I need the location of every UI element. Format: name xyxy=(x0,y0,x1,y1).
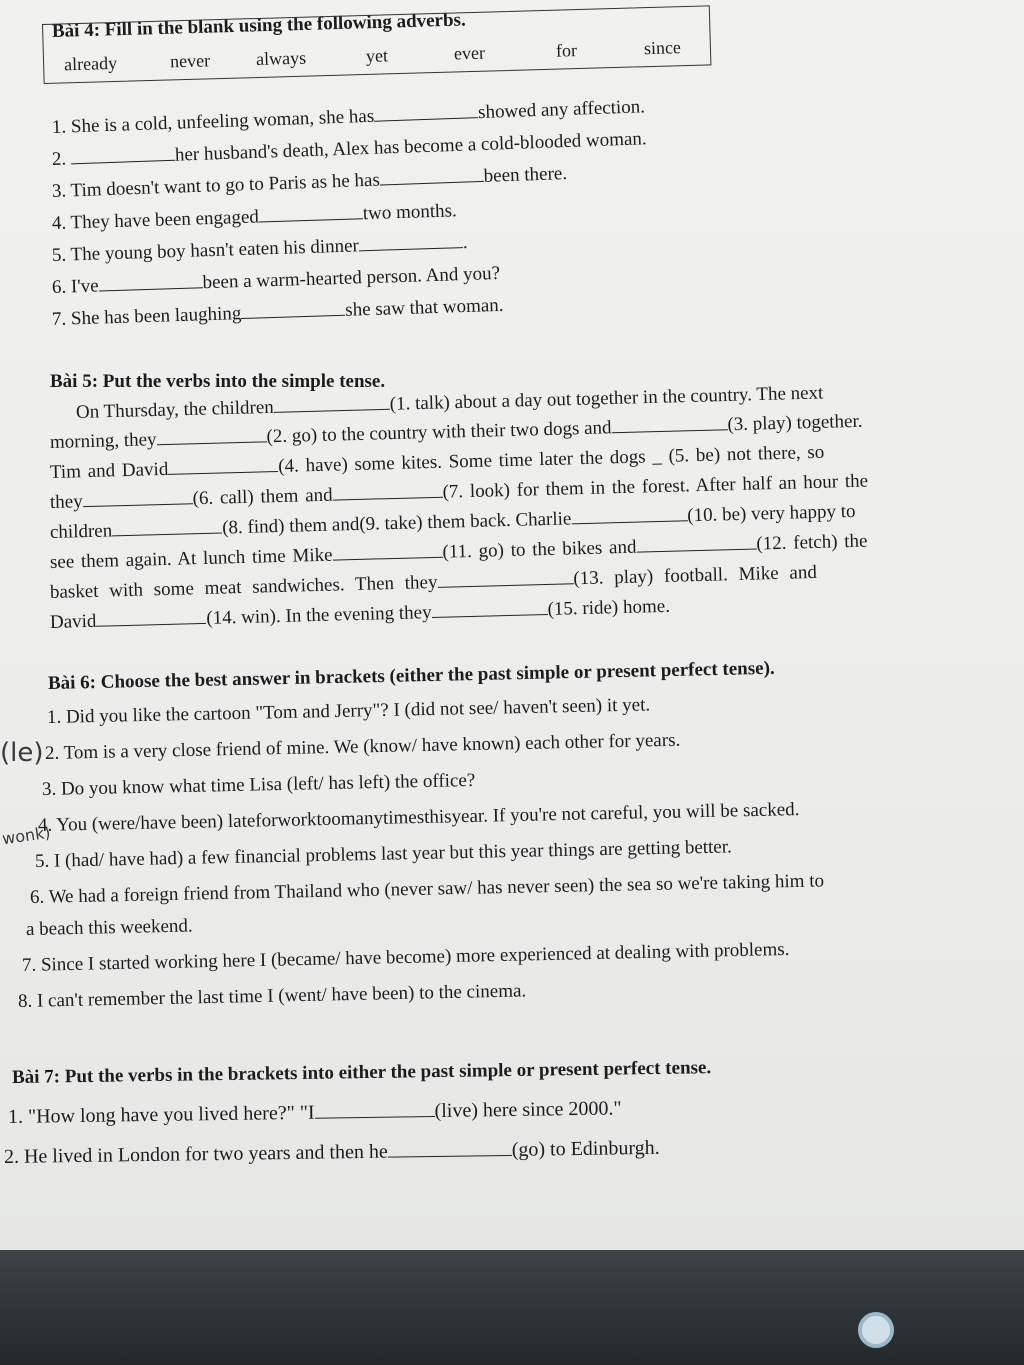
bai5-line-5: children (8. find) them and(9. take) them back. Charlie (10. be) very happy to xyxy=(49,500,856,543)
bai5-line-6: see them again. At lunch time Mike (11. go) to the bikes and (12. fetch) the xyxy=(49,530,868,573)
app-logo-icon xyxy=(858,1312,894,1348)
word-always: always xyxy=(255,47,307,70)
adverb-word-box xyxy=(42,5,711,84)
bai7-title: Bài 7: Put the verbs in the brackets into either the past simple or present perfect tense. xyxy=(11,1057,712,1088)
bai4-item-7: 7. She has been laughing she saw that woman. xyxy=(51,294,504,330)
word-already: already xyxy=(63,52,118,75)
handwritten-note-2: wonk) xyxy=(0,822,52,849)
bai5-line-1: On Thursday, the children (1. talk) about a day out together in the country. The next xyxy=(75,382,824,423)
bai6-item-7: 7. Since I started working here I (became/ have become) more experienced at dealing with problems. xyxy=(21,938,790,976)
word-since: since xyxy=(643,37,682,59)
word-ever: ever xyxy=(453,42,486,64)
word-never: never xyxy=(169,50,211,72)
bai4-item-1: 1. She is a cold, unfeeling woman, she has showed any affection. xyxy=(51,96,646,138)
word-for: for xyxy=(555,40,578,61)
bai5-line-7: basket with some meat sandwiches. Then they (13. play) football. Mike and xyxy=(49,561,818,603)
bai6-item-3: 3. Do you know what time Lisa (left/ has left) the office? xyxy=(41,769,476,800)
bai5-line-2: morning, they (2. go) to the country with their two dogs and (3. play) together. xyxy=(49,410,863,453)
bai6-item-2: 2. Tom is a very close friend of mine. We (know/ have known) each other for years. xyxy=(44,729,681,764)
bai4-item-6: 6. I've been a warm-hearted person. And you? xyxy=(51,262,501,298)
bai7-item-2: 2. He lived in London for two years and then he (go) to Edinburgh. xyxy=(3,1136,660,1168)
bai4-title: Bài 4: Fill in the blank using the following adverbs. xyxy=(51,9,466,42)
handwritten-note-1: (le) xyxy=(0,738,44,768)
bai6-item-5: 5. I (had/ have had) a few financial problems last year but this year things are getting better. xyxy=(34,836,733,872)
bai4-item-3: 3. Tim doesn't want to go to Paris as he has been there. xyxy=(51,163,568,202)
bai4-item-5: 5. The young boy hasn't eaten his dinner . xyxy=(51,231,468,266)
background-surface xyxy=(0,1250,1024,1365)
bai5-line-8: David (14. win). In the evening they (15. ride) home. xyxy=(49,595,671,633)
bai6-item-1: 1. Did you like the cartoon "Tom and Jerry"? I (did not see/ haven't seen) it yet. xyxy=(46,694,651,728)
bai4-item-4: 4. They have been engaged two months. xyxy=(51,200,458,234)
bai5-title: Bài 5: Put the verbs into the simple tense. xyxy=(50,371,386,392)
bai6-item-6: 6. We had a foreign friend from Thailand who (never saw/ has never seen) the sea so we're taking him to xyxy=(29,870,825,908)
word-yet: yet xyxy=(365,45,389,66)
bai6-item-6-cont: a beach this weekend. xyxy=(25,915,193,940)
bai6-item-4: 4. You (were/have been) lateforworktoomanytimesthisyear. If you're not careful, you will be sacked. xyxy=(37,799,800,836)
bai7-item-1: 1. "How long have you lived here?" "I (live) here since 2000." xyxy=(7,1097,622,1128)
bai6-item-8: 8. I can't remember the last time I (went/ have been) to the cinema. xyxy=(17,980,527,1012)
bai5-line-4: they (6. call) them and (7. look) for them in the forest. After half an hour the xyxy=(49,470,869,513)
bai5-line-3: Tim and David (4. have) some kites. Some time later the dogs _ (5. be) not there, so xyxy=(49,441,825,483)
bai6-title: Bài 6: Choose the best answer in brackets (either the past simple or present perfect tense). xyxy=(47,657,775,694)
bai4-item-2: 2. her husband's death, Alex has become a cold-blooded woman. xyxy=(51,128,647,170)
